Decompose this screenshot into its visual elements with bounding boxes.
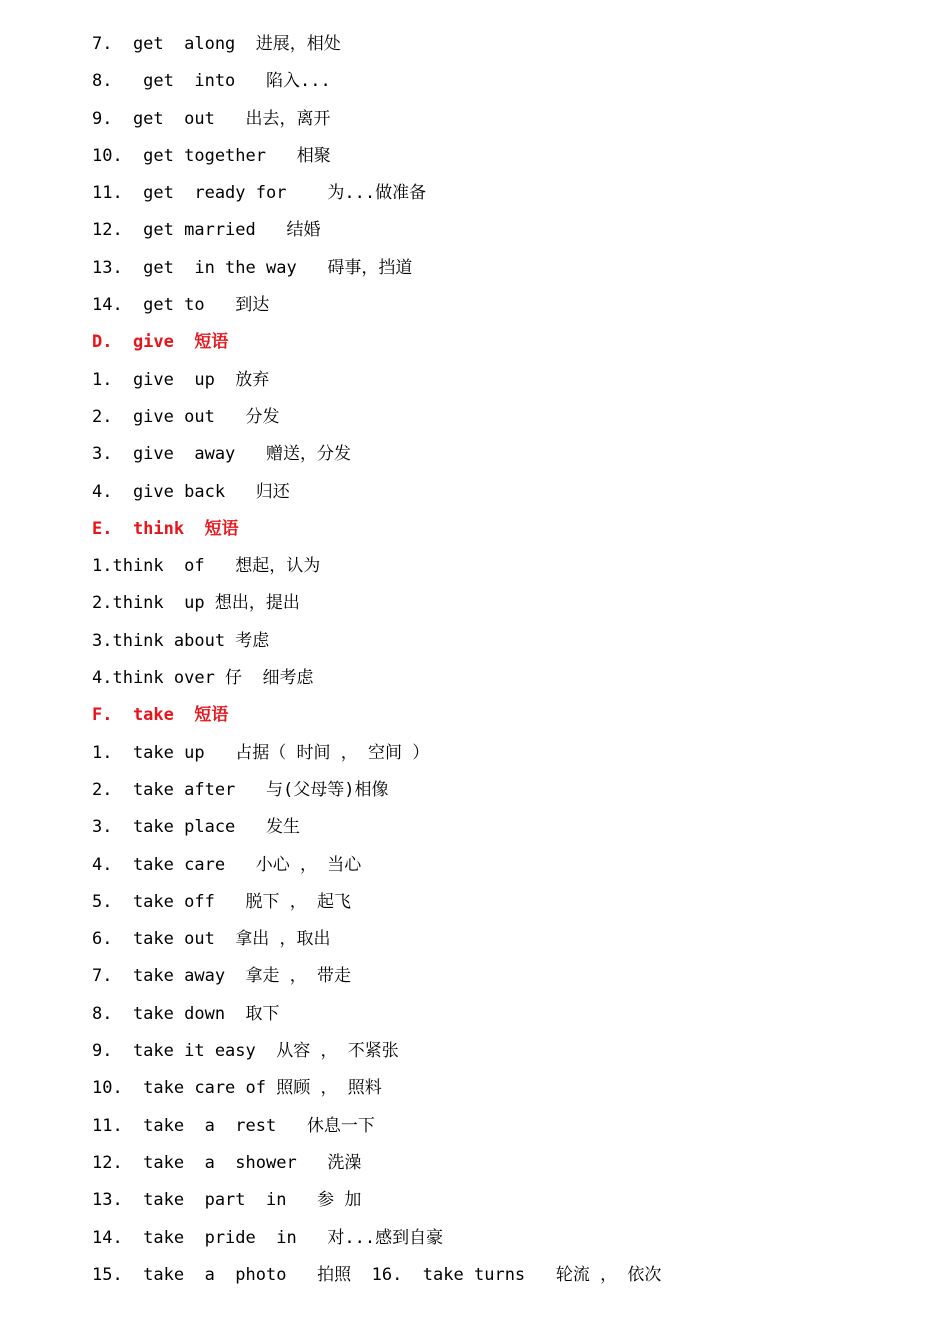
phrase-line-get-married: 12. get married 结婚 (92, 220, 321, 241)
phrase-line-get-along: 7. get along 进展，相处 (92, 34, 341, 54)
phrase-line-give-out: 2. give out 分发 (92, 406, 280, 427)
phrase-line-give-away: 3. give away 赠送，分发 (92, 444, 351, 465)
phrase-line-get-together: 10. get together 相聚 (92, 145, 331, 166)
phrase-line-give-up: 1. give up 放弃 (92, 369, 270, 390)
document-page (92, 30, 912, 1298)
phrase-line-take-place: 3. take place 发生 (92, 817, 300, 838)
phrase-line-get-ready-for: 11. get ready for 为...做准备 (92, 183, 427, 204)
phrase-line-get-to: 14. get to 到达 (92, 295, 270, 316)
phrase-line-take-care: 4. take care 小心 ， 当心 (92, 854, 362, 875)
phrase-line-take-part-in: 13. take part in 参 加 (92, 1190, 362, 1211)
phrase-line-take-up: 1. take up 占据（ 时间 ， 空间 ） (92, 742, 430, 763)
phrase-line-think-up: 2.think up 想出，提出 (92, 593, 300, 614)
phrase-line-get-out: 9. get out 出去，离开 (92, 108, 331, 129)
phrase-line-take-off: 5. take off 脱下 ， 起飞 (92, 891, 351, 912)
phrase-line-think-over: 4.think over 仔 细考虑 (92, 668, 314, 689)
phrase-line-take-care-of: 10. take care of 照顾 ， 照料 (92, 1078, 382, 1099)
section-heading-take: F. take 短语 (92, 705, 229, 726)
phrase-line-think-of: 1.think of 想起，认为 (92, 556, 321, 577)
phrase-line-take-down: 8. take down 取下 (92, 1003, 280, 1024)
phrase-line-take-out: 6. take out 拿出 ，取出 (92, 929, 331, 950)
phrase-line-take-after: 2. take after 与(父母等)相像 (92, 779, 389, 800)
phrase-line-get-into: 8. get into 陷入... (92, 71, 331, 92)
phrase-line-take-a-shower: 12. take a shower 洗澡 (92, 1152, 362, 1173)
phrase-line-take-pride-in: 14. take pride in 对...感到自豪 (92, 1227, 444, 1248)
phrase-line-take-it-easy: 9. take it easy 从容 ， 不紧张 (92, 1041, 399, 1062)
phrase-line-take-a-photo-take-turns: 15. take a photo 拍照 16. take turns 轮流 ， 依次 (92, 1264, 662, 1285)
phrase-line-take-a-rest: 11. take a rest 休息一下 (92, 1115, 375, 1136)
section-heading-think: E. think 短语 (92, 518, 239, 539)
phrase-line-take-away: 7. take away 拿走 ， 带走 (92, 966, 351, 987)
phrase-line-think-about: 3.think about 考虑 (92, 630, 270, 651)
section-heading-give: D. give 短语 (92, 332, 229, 353)
phrase-line-give-back: 4. give back 归还 (92, 481, 290, 502)
phrase-line-get-in-the-way: 13. get in the way 碍事，挡道 (92, 257, 413, 278)
